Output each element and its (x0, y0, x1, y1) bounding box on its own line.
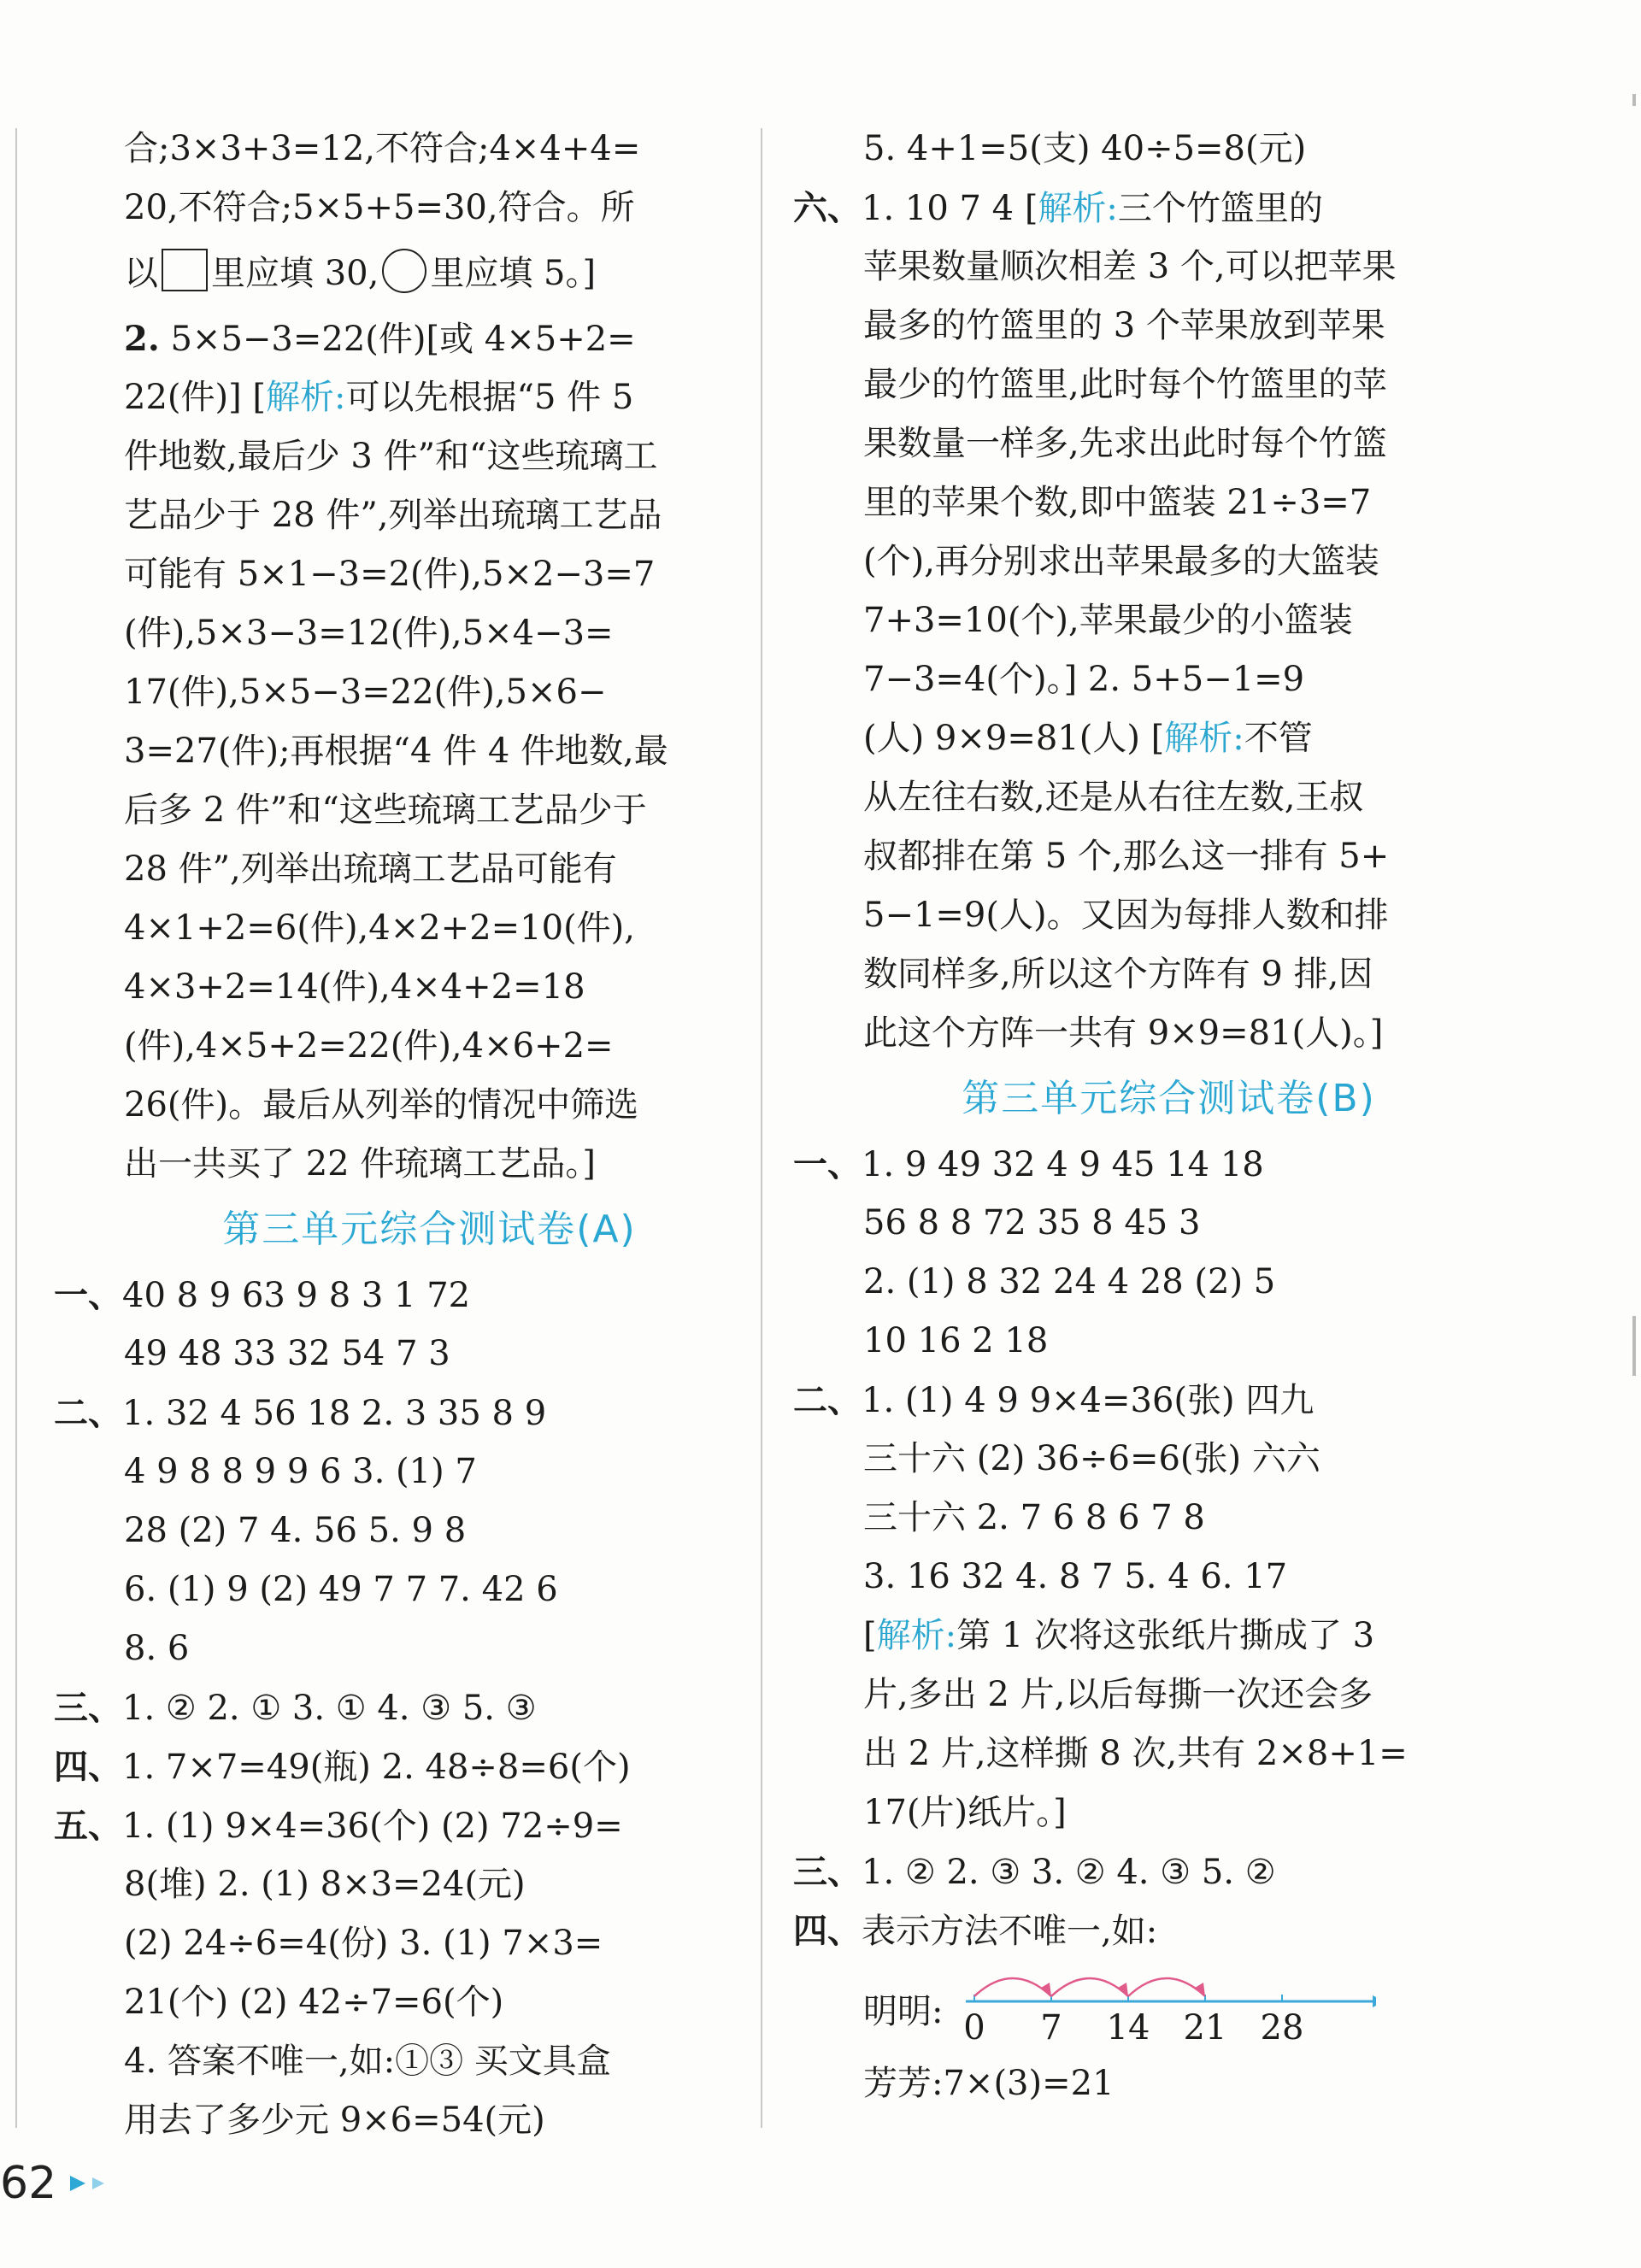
line-text-rest: 可以先根据“5 件 5 (345, 378, 634, 417)
analysis-label: 解析: (266, 378, 346, 417)
tick-label: 7 (1040, 2008, 1062, 2048)
section-title: 第三单元综合测试卷(B) (962, 1077, 1376, 1120)
text-line (124, 604, 735, 663)
line-text: 1. ② 2. ③ 3. ② 4. ③ 5. ② (862, 1853, 1276, 1892)
text-line (793, 1371, 1474, 1430)
text-line (863, 591, 1474, 650)
line-text: 苹果数量顺次相差 3 个,可以把苹果 (863, 247, 1397, 286)
line-text: 用去了多少元 9×6=54(元) (124, 2101, 545, 2140)
number-line-label: 明明: (863, 1992, 944, 2031)
line-text: 三十六 (2) 36÷6=6(张) 六六 (863, 1439, 1320, 1478)
text-line (863, 297, 1474, 355)
text-line (793, 1842, 1474, 1901)
line-text: 7−3=4(个)。] 2. 5+5−1=9 (863, 660, 1305, 699)
line-text: 21(个) (2) 42÷7=6(个) (124, 1983, 504, 2022)
line-text-rest: 第 1 次将这张纸片撕成了 3 (956, 1616, 1375, 1655)
axis-arrow-icon (1373, 1995, 1376, 2007)
line-text: 1. 32 4 56 18 2. 3 35 8 9 (122, 1394, 547, 1433)
text-line (863, 827, 1474, 886)
line-text: 26(件)。最后从列举的情况中筛选 (124, 1085, 639, 1125)
line-text: 1. 10 7 4 [ (862, 189, 1038, 228)
line-text: 1. ② 2. ① 3. ① 4. ③ 5. ③ (122, 1689, 537, 1728)
section-marker: 一、 (54, 1275, 122, 1315)
text-line (124, 486, 735, 545)
text-line (124, 545, 735, 604)
text-line (124, 368, 735, 427)
edge-mark (1632, 1316, 1636, 1376)
tick-label: 14 (1106, 2008, 1150, 2048)
tick-label: 0 (963, 2008, 985, 2048)
text-line (54, 1678, 735, 1737)
page-arrow-icon (68, 2171, 120, 2196)
line-text: 5×5−3=22(件)[或 4×5+2= (159, 320, 636, 359)
text-line (863, 1783, 1474, 1842)
line-text: 17(片)纸片。] (863, 1793, 1067, 1832)
hop-arc (974, 1978, 1051, 1996)
line-text: 从左往右数,还是从右往左数,王叔 (863, 778, 1364, 817)
line-text: (2) 24÷6=4(份) 3. (1) 7×3= (124, 1924, 603, 1963)
text-line (863, 473, 1474, 532)
line-text: 8. 6 (124, 1629, 190, 1668)
text-line (124, 840, 735, 899)
line-text: 三十六 2. 7 6 8 6 7 8 (863, 1498, 1205, 1537)
line-text: 4×1+2=6(件),4×2+2=10(件), (124, 908, 635, 948)
text-line (863, 120, 1474, 179)
circle-blank-icon (382, 249, 426, 293)
text-line (863, 414, 1474, 473)
section-marker: 二、 (54, 1393, 122, 1433)
analysis-label: 解析: (1038, 189, 1118, 228)
text-line (54, 1384, 735, 1442)
text-line (124, 1442, 735, 1501)
text-line (863, 1548, 1474, 1607)
text-line (124, 1914, 735, 1973)
text-line (863, 1430, 1474, 1489)
text-line (863, 650, 1474, 709)
line-text: 4×3+2=14(件),4×4+2=18 (124, 967, 585, 1007)
text-line (793, 1135, 1474, 1194)
line-text: 28 (2) 7 4. 56 5. 9 8 (124, 1511, 467, 1550)
section-marker: 五、 (54, 1806, 122, 1846)
section-marker: 四、 (793, 1911, 862, 1951)
line-text: [ (863, 1616, 877, 1655)
text-line (863, 238, 1474, 297)
text-line (863, 768, 1474, 827)
line-text: 56 8 8 72 35 8 45 3 (863, 1203, 1201, 1243)
line-text: 5. 4+1=5(支) 40÷5=8(元) (863, 129, 1307, 168)
line-text: 1. 7×7=49(瓶) 2. 48÷8=6(个) (122, 1748, 631, 1787)
line-text: 1. 9 49 32 4 9 45 14 18 (862, 1145, 1264, 1184)
text-line (863, 945, 1474, 1004)
text-line (124, 1017, 735, 1076)
line-text: 后多 2 件”和“这些琉璃工艺品少于 (124, 790, 647, 830)
line-text: (件),5×3−3=12(件),5×4−3= (124, 614, 614, 653)
hop-arc (1128, 1978, 1205, 1996)
column-divider (761, 128, 762, 2128)
question-number: 2. (124, 319, 160, 359)
text-line (124, 1501, 735, 1560)
text-line: 合;3×3+3=12,不符合;4×4+4= (124, 129, 641, 168)
text-line (863, 1607, 1474, 1666)
section-marker: 二、 (793, 1380, 862, 1420)
line-text: 件地数,最后少 3 件”和“这些琉璃工 (124, 437, 658, 476)
line-text: 出一共买了 22 件琉璃工艺品。] (124, 1144, 596, 1184)
text-line (863, 1666, 1474, 1725)
line-text: 数同样多,所以这个方阵有 9 排,因 (863, 955, 1373, 994)
hop-arc (1051, 1978, 1128, 1996)
line-text: 此这个方阵一共有 9×9=81(人)。] (863, 1014, 1384, 1053)
text-line (124, 958, 735, 1017)
line-text-rest: 不管 (1244, 719, 1313, 758)
section-marker: 三、 (793, 1852, 862, 1892)
number-line (863, 1960, 1376, 2054)
text-line (124, 2032, 735, 2091)
line-text: 片,多出 2 片,以后每撕一次还会多 (863, 1675, 1373, 1714)
line-text: 2. (1) 8 32 24 4 28 (2) 5 (863, 1262, 1276, 1301)
line-text: 可能有 5×1−3=2(件),5×2−3=7 (124, 555, 656, 594)
text-line (863, 1489, 1474, 1548)
line-text: 40 8 9 63 9 8 3 1 72 (122, 1276, 471, 1315)
left-margin-rule (15, 128, 17, 2128)
line-text: (个),再分别求出苹果最多的大篮装 (863, 542, 1379, 581)
line-text: 出 2 片,这样撕 8 次,共有 2×8+1= (863, 1734, 1408, 1773)
text-line (863, 1725, 1474, 1783)
line-text: 7+3=10(个),苹果最少的小篮装 (863, 601, 1353, 640)
right-column (793, 120, 1474, 2113)
line-text: 1. (1) 4 9 9×4=36(张) 四九 (862, 1381, 1315, 1420)
analysis-label: 解析: (1164, 719, 1244, 758)
line-text: 里应填 30, (211, 254, 379, 293)
line-text: 5−1=9(人)。又因为每排人数和排 (863, 896, 1389, 935)
line-text: 最多的竹篮里的 3 个苹果放到苹果 (863, 306, 1385, 345)
line-text: 4. 答案不唯一,如:①③ 买文具盒 (124, 2042, 611, 2081)
line-text: 最少的竹篮里,此时每个竹篮里的苹 (863, 365, 1387, 404)
text-line (863, 532, 1474, 591)
line-text: 以 (124, 254, 158, 293)
edge-mark (1632, 94, 1636, 106)
text-line (124, 1325, 735, 1384)
text-line (124, 427, 735, 486)
text-line (124, 781, 735, 840)
text-line (863, 1194, 1474, 1253)
square-blank-icon (162, 249, 208, 291)
line-text: 8(堆) 2. (1) 8×3=24(元) (124, 1865, 526, 1904)
line-text: 果数量一样多,先求出此时每个竹篮 (863, 424, 1387, 463)
line-text: 3=27(件);再根据“4 件 4 件地数,最 (124, 732, 668, 771)
text-line (124, 722, 735, 781)
line-text: 49 48 33 32 54 7 3 (124, 1334, 450, 1373)
section-marker: 六、 (793, 188, 862, 228)
text-line (124, 663, 735, 722)
text-line (124, 1135, 735, 1194)
text-line (863, 1253, 1474, 1312)
section-marker: 四、 (54, 1747, 122, 1787)
line-text: 叔都排在第 5 个,那么这一排有 5+ (863, 837, 1390, 876)
line-text-rest: 三个竹篮里的 (1117, 189, 1323, 228)
section-title: 第三单元综合测试卷(A) (222, 1207, 637, 1251)
text-line (124, 899, 735, 958)
line-text: 1. (1) 9×4=36(个) (2) 72÷9= (122, 1807, 623, 1846)
line-text: 6. (1) 9 (2) 49 7 7 7. 42 6 (124, 1570, 558, 1609)
line-text: 表示方法不唯一,如: (862, 1912, 1158, 1951)
text-line (124, 1619, 735, 1678)
line-text: 艺品少于 28 件”,列举出琉璃工艺品 (124, 496, 662, 535)
text-line (124, 1973, 735, 2032)
text-line (54, 1737, 735, 1796)
analysis-label: 解析: (876, 1616, 957, 1655)
text-line (54, 1266, 735, 1325)
text-line (863, 709, 1474, 768)
line-text: 10 16 2 18 (863, 1321, 1049, 1360)
text-line (124, 1560, 735, 1619)
line-text: 28 件”,列举出琉璃工艺品可能有 (124, 849, 617, 889)
text-line (863, 1312, 1474, 1371)
section-marker: 三、 (54, 1688, 122, 1728)
line-text: 里的苹果个数,即中篮装 21÷3=7 (863, 483, 1372, 522)
text-line (124, 309, 735, 368)
text-line (793, 179, 1474, 238)
text-line (124, 1076, 735, 1135)
line-text: 4 9 8 8 9 9 6 3. (1) 7 (124, 1452, 477, 1491)
line-text: 17(件),5×5−3=22(件),5×6− (124, 673, 607, 712)
text-line (54, 1796, 735, 1855)
number-line-figure (863, 1960, 1474, 2054)
page-number: 62 (0, 2158, 57, 2209)
text-line (863, 1004, 1474, 1063)
line-text: (件),4×5+2=22(件),4×6+2= (124, 1026, 614, 1066)
text-line (124, 2091, 735, 2150)
line-text: 3. 16 32 4. 8 7 5. 4 6. 17 (863, 1557, 1288, 1596)
line-text: 22(件)] [ (124, 378, 267, 417)
fill-blank-line (124, 238, 735, 309)
text-line: 芳芳:7×(3)=21 (863, 2064, 1115, 2103)
text-line: 20,不符合;5×5+5=30,符合。所 (124, 188, 635, 227)
text-line (793, 1901, 1474, 1960)
text-line (124, 1855, 735, 1914)
left-column (54, 120, 735, 2150)
line-text: (人) 9×9=81(人) [ (863, 719, 1165, 758)
text-line (863, 355, 1474, 414)
tick-label: 28 (1260, 2008, 1304, 2048)
tick-label: 21 (1183, 2008, 1227, 2048)
text-line (863, 886, 1474, 945)
line-text: 里应填 5。] (430, 254, 597, 293)
section-marker: 一、 (793, 1144, 862, 1184)
